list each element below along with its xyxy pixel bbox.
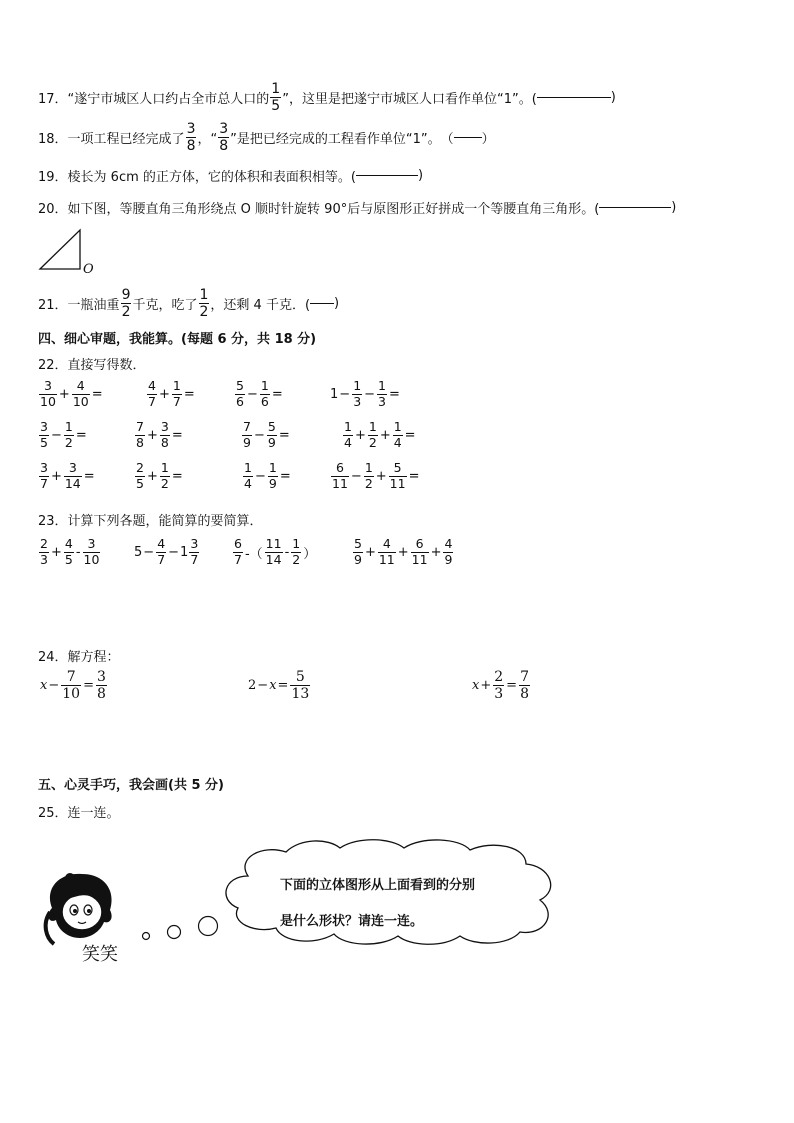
question-24 bbox=[38, 646, 120, 665]
q21-answer-blank[interactable] bbox=[310, 303, 334, 304]
thought-dots-icon bbox=[136, 912, 226, 946]
q18-text-a: 一项工程已经完成了 bbox=[67, 132, 185, 147]
calc-item: $\frac{3}{10}$ + $\frac{4}{10}$ = bbox=[40, 378, 103, 409]
q21-frac1-num: 9 bbox=[121, 287, 131, 303]
calc-item: $\frac{7}{9}$ − $\frac{5}{9}$ = bbox=[243, 419, 290, 450]
q22-number: 22． bbox=[38, 358, 68, 373]
calc-item: 5 − $\frac{4}{7}$ − 1 $\frac{3}{7}$ bbox=[134, 536, 199, 567]
q18-frac2-den: 8 bbox=[219, 138, 229, 154]
calc-item: $\frac{3}{5}$ − $\frac{1}{2}$ = bbox=[40, 419, 87, 450]
q18-frac2-num: 3 bbox=[219, 121, 229, 137]
point-o-label: O bbox=[83, 262, 94, 277]
q18-answer-blank[interactable] bbox=[454, 137, 482, 138]
q17-frac-den: 5 bbox=[271, 98, 281, 114]
q25-number: 25． bbox=[38, 806, 68, 821]
isosceles-right-triangle bbox=[40, 230, 80, 269]
q18-fraction-1 bbox=[186, 122, 197, 153]
q19-number: 19． bbox=[38, 170, 68, 185]
calc-item: $\frac{1}{4}$ − $\frac{1}{9}$ = bbox=[244, 460, 291, 491]
question-22 bbox=[38, 354, 146, 373]
calc-item: $\frac{1}{4}$ + $\frac{1}{2}$ + $\frac{1}{4}$ = bbox=[344, 419, 416, 450]
q18-text-c: ”是把已经完成的工程看作单位“1”。 （ bbox=[230, 132, 454, 147]
q20-answer-blank[interactable] bbox=[599, 207, 671, 208]
q17-answer-blank[interactable] bbox=[537, 97, 611, 98]
thought-bubble-icon bbox=[214, 836, 570, 950]
q23-text: 计算下列各题，能简算的要简算． bbox=[67, 514, 263, 529]
q21-text-b: 千克，吃了 bbox=[132, 298, 198, 313]
q17-close: ) bbox=[610, 90, 616, 105]
question-19 bbox=[38, 166, 423, 185]
q22-text: 直接写得数． bbox=[67, 358, 146, 373]
q19-answer-blank[interactable] bbox=[356, 175, 418, 176]
q18-frac1-num: 3 bbox=[186, 121, 196, 137]
q18-frac1-den: 8 bbox=[186, 138, 196, 154]
q17-frac-num: 1 bbox=[271, 81, 281, 97]
equation-item: x + $\frac{2}{3}$ = $\frac{7}{8}$ bbox=[472, 669, 529, 702]
section-4-heading: 四、细心审题，我能算。(每题 6 分，共 18 分) bbox=[38, 332, 317, 347]
calc-item: $\frac{3}{7}$ + $\frac{3}{14}$ = bbox=[40, 460, 95, 491]
q21-frac2-num: 1 bbox=[199, 287, 209, 303]
q17-fraction bbox=[270, 82, 281, 113]
question-17 bbox=[38, 82, 616, 113]
q21-fraction-2 bbox=[199, 288, 210, 319]
q18-close: ） bbox=[481, 132, 495, 147]
q21-close: ) bbox=[334, 296, 340, 311]
question-21 bbox=[38, 288, 339, 319]
q20-text: 如下图，等腰直角三角形绕点 O 顺时针旋转 90°后与原图形正好拼成一个等腰直角三角形。( bbox=[67, 202, 600, 217]
q18-text-b: ，“ bbox=[197, 132, 218, 147]
q24-number: 24． bbox=[38, 650, 68, 665]
question-18 bbox=[38, 122, 495, 153]
q19-close: ) bbox=[417, 168, 424, 183]
q21-number: 21． bbox=[38, 298, 68, 313]
calc-item: $\frac{4}{7}$ + $\frac{1}{7}$ = bbox=[148, 378, 195, 409]
calc-item: $\frac{2}{5}$ + $\frac{1}{2}$ = bbox=[136, 460, 183, 491]
q25-text: 连一连。 bbox=[67, 806, 120, 821]
q21-text-a: 一瓶油重 bbox=[67, 298, 120, 313]
calc-item: $\frac{2}{3}$ + $\frac{4}{5}$ - $\frac{3}{10}$ bbox=[40, 536, 100, 567]
section-5-heading: 五、心灵手巧，我会画(共 5 分) bbox=[38, 778, 224, 793]
q18-fraction-2 bbox=[218, 122, 229, 153]
equation-item: 2 − x = $\frac{5}{13}$ bbox=[248, 669, 310, 702]
calc-item: $\frac{5}{9}$ + $\frac{4}{11}$ + $\frac{6}{11}$ + $\frac{4}{9}$ bbox=[354, 536, 453, 567]
cartoon-girl-icon bbox=[40, 868, 135, 948]
question-20 bbox=[38, 198, 676, 217]
q21-fraction-1 bbox=[121, 288, 132, 319]
q23-number: 23． bbox=[38, 514, 68, 529]
calc-item: $\frac{6}{11}$ − $\frac{1}{2}$ + $\frac{5}{11}$ = bbox=[332, 460, 420, 491]
question-25 bbox=[38, 802, 120, 821]
q21-text-c: ，还剩 4 千克．( bbox=[210, 298, 311, 313]
calc-item: $\frac{5}{6}$ − $\frac{1}{6}$ = bbox=[236, 378, 283, 409]
q21-frac2-den: 2 bbox=[199, 304, 209, 320]
calc-item: $\frac{7}{8}$ + $\frac{3}{8}$ = bbox=[136, 419, 183, 450]
bubble-text-line-1: 下面的立体图形从上面看到的分别 bbox=[280, 878, 476, 893]
girl-name-label: 笑笑 bbox=[82, 944, 118, 965]
q20-close: ) bbox=[671, 200, 677, 215]
q17-text-b: ”，这里是把遂宁市城区人口看作单位“1”。( bbox=[282, 92, 537, 107]
calc-item: $\frac{6}{7}$ -（ $\frac{11}{14}$ - $\frac{1}{2}$ ） bbox=[234, 536, 317, 567]
bubble-text-line-2: 是什么形状？请连一连。 bbox=[280, 914, 424, 929]
equation-item: x − $\frac{7}{10}$ = $\frac{3}{8}$ bbox=[40, 669, 106, 702]
question-23 bbox=[38, 510, 263, 529]
q18-number: 18． bbox=[38, 132, 68, 147]
calc-item: 1 − $\frac{1}{3}$ − $\frac{1}{3}$ = bbox=[330, 378, 400, 409]
q17-number: 17． bbox=[38, 92, 68, 107]
q19-text: 棱长为 6cm 的正方体，它的体积和表面积相等。( bbox=[67, 170, 356, 185]
q17-text-a: “遂宁市城区人口约占全市总人口的 bbox=[67, 92, 270, 107]
q20-number: 20． bbox=[38, 202, 68, 217]
q24-text: 解方程： bbox=[67, 650, 120, 665]
q21-frac1-den: 2 bbox=[121, 304, 131, 320]
